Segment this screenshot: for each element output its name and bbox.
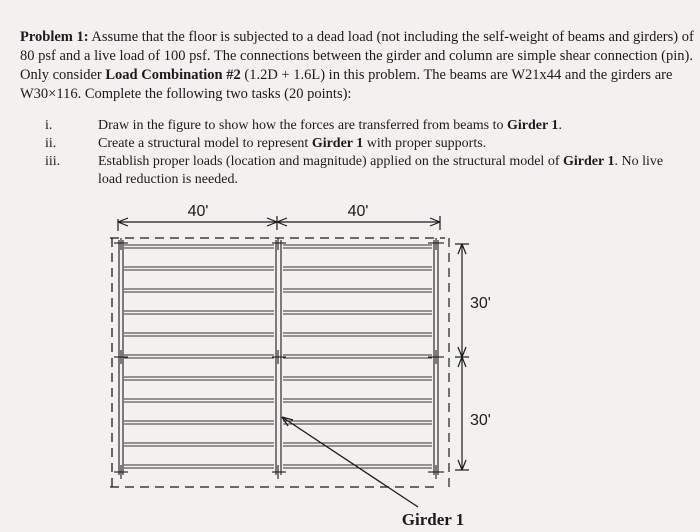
beams-left-bay (124, 245, 274, 468)
statement-line-3: Only consider Load Combination #2 (1.2D + 1.6L) in this problem. The beams are W21x44 and the girders are (20, 67, 673, 83)
task-number: i. (45, 118, 53, 133)
dimension-upper-label: 30' (470, 295, 491, 312)
task-number: ii. (45, 136, 57, 151)
statement-line-1: Problem 1: Assume that the floor is subjected to a dead load (not including the self-weight of beams and girders) of (20, 29, 694, 45)
beams-right-bay (283, 245, 432, 468)
right-dimension (455, 244, 469, 470)
problem-label: Problem 1: (20, 29, 89, 45)
task-text: Establish proper loads (location and magnitude) applied on the structural model of Girder 1. No live (98, 154, 664, 169)
statement-line-4: W30×116. Complete the following two tasks (20 points): (20, 86, 352, 102)
dimension-left-label: 40' (187, 203, 209, 220)
top-dimension (118, 216, 440, 231)
girder-1-label: Girder 1 (401, 510, 465, 529)
girder-1-leader-arrow (282, 417, 418, 507)
task-text: Create a structural model to represent Girder 1 with proper supports. (98, 136, 487, 151)
dimension-lower-label: 30' (470, 412, 491, 429)
task-text: Draw in the figure to show how the forces are transferred from beams to Girder 1. (98, 118, 562, 133)
statement-line-2: 80 psf and a live load of 100 psf. The connections between the girder and column are simple shear connection (pin). (20, 48, 693, 64)
load-combination: Load Combination #2 (105, 67, 241, 83)
task-text-continued: load reduction is needed. (98, 172, 238, 187)
dimension-right-label: 40' (347, 203, 369, 220)
task-number: iii. (45, 154, 61, 169)
